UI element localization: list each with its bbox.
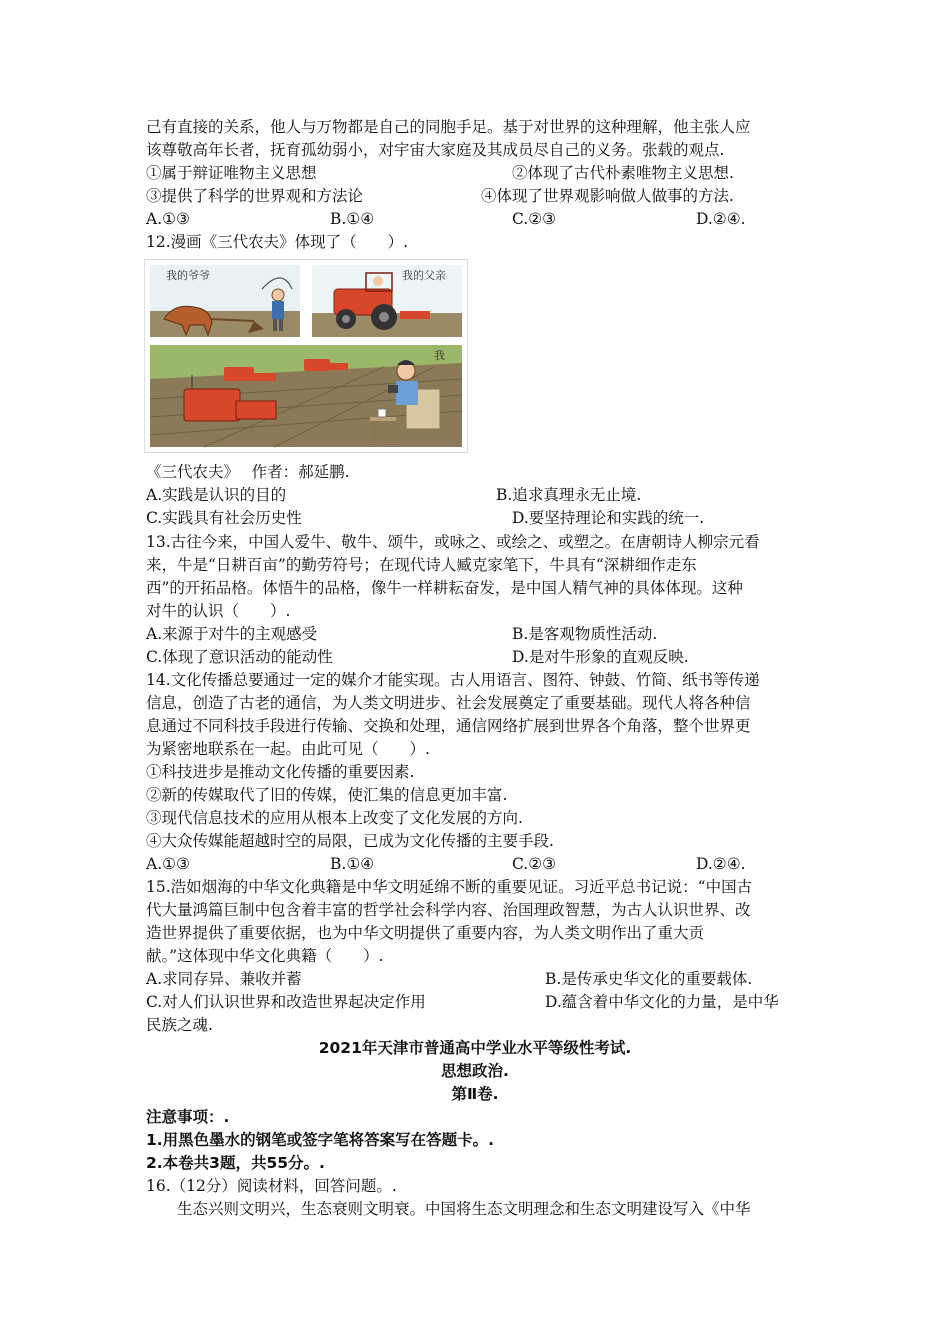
choice-c: C.②③	[512, 855, 557, 873]
text-line: 献。”这体现中华文化典籍（ ）.	[146, 947, 384, 965]
note-item: 2.本卷共3题，共55分。.	[146, 1154, 325, 1172]
choice-a: A.①③	[146, 210, 190, 228]
choice-b: B.①④	[330, 210, 375, 228]
choice-b: B.①④	[330, 855, 375, 873]
option-statement: ②体现了古代朴素唯物主义思想.	[512, 164, 734, 182]
question-stem: 16.（12分）阅读材料，回答问题。.	[146, 1177, 397, 1195]
label-me: 我	[434, 349, 445, 362]
question-stem: 12.漫画《三代农夫》体现了（ ）.	[146, 233, 409, 251]
option-statement: ③提供了科学的世界观和方法论	[146, 187, 364, 205]
subject-title: 思想政治.	[441, 1062, 509, 1080]
cartoon-three-generations-farmers	[144, 259, 468, 453]
choice-a: A.求同存异、兼收并蓄	[146, 970, 302, 988]
choice-d: D.是对牛形象的直观反映.	[512, 648, 689, 666]
text-line: 为紧密地联系在一起。由此可见（ ）.	[146, 740, 430, 758]
choice-c: C.②③	[512, 210, 557, 228]
text-line: 代大量鸿篇巨制中包含着丰富的哲学社会科学内容、治国理政智慧，为古人认识世界、改	[146, 901, 751, 919]
text-line: 来，牛是“日耕百亩”的勤劳符号；在现代诗人臧克家笔下，牛具有“深耕细作走东	[146, 556, 697, 574]
label-father: 我的父亲	[402, 269, 446, 282]
choice-c: C.对人们认识世界和改造世界起决定作用	[146, 993, 426, 1011]
notes-heading: 注意事项：.	[146, 1108, 230, 1126]
option-statement: ③现代信息技术的应用从根本上改变了文化发展的方向.	[146, 809, 523, 827]
label-grandpa: 我的爷爷	[166, 269, 210, 282]
text-line: 息通过不同科技手段进行传输、交换和处理，通信网络扩展到世界各个角落，整个世界更	[146, 717, 751, 735]
choice-a: A.来源于对牛的主观感受	[146, 625, 318, 643]
text-line: 信息，创造了古老的通信，为人类文明进步、社会发展奠定了重要基础。现代人将各种信	[146, 694, 751, 712]
text-line: 该尊敬高年长者，抚育孤幼弱小，对宇宙大家庭及其成员尽自己的义务。张载的观点.	[146, 141, 725, 159]
option-statement: ④体现了世界观影响做人做事的方法.	[481, 187, 734, 205]
image-caption: 《三代农夫》 作者：郝延鹏.	[146, 463, 350, 481]
question-stem: 13.古往今来，中国人爱牛、敬牛、颂牛，或咏之、或绘之、或塑之。在唐朝诗人柳宗元看	[146, 533, 760, 551]
note-item: 1.用黑色墨水的钢笔或签字笔将答案写在答题卡。.	[146, 1131, 495, 1149]
choice-b: B.是客观物质性活动.	[512, 625, 658, 643]
choice-d: D.②④.	[696, 855, 746, 873]
choice-c: C.体现了意识活动的能动性	[146, 648, 333, 666]
option-statement: ②新的传媒取代了旧的传媒，使汇集的信息更加丰富.	[146, 786, 508, 804]
text-line: 民族之魂.	[146, 1016, 213, 1034]
choice-b: B.是传承史华文化的重要载体.	[545, 970, 753, 988]
choice-a: A.实践是认识的目的	[146, 486, 287, 504]
option-statement: ④大众传媒能超越时空的局限，已成为文化传播的主要手段.	[146, 832, 554, 850]
section-title: 第Ⅱ卷.	[451, 1085, 499, 1103]
question-stem: 15.浩如烟海的中华文化典籍是中华文明延绵不断的重要见证。习近平总书记说：“中国古	[146, 878, 753, 896]
option-statement: ①属于辩证唯物主义思想	[146, 164, 317, 182]
option-statement: ①科技进步是推动文化传播的重要因素.	[146, 763, 415, 781]
text-line: 己有直接的关系，他人与万物都是自己的同胞手足。基于对世界的这种理解，他主张人应	[146, 118, 751, 136]
text-line: 西”的开拓品格。体悟牛的品格，像牛一样耕耘奋发，是中国人精气神的具体体现。这种	[146, 579, 743, 597]
text-line: 生态兴则文明兴，生态衰则文明衰。中国将生态文明理念和生态文明建设写入《中华	[146, 1200, 751, 1218]
choice-d: D.蕴含着中华文化的力量，是中华	[545, 993, 779, 1011]
choice-b: B.追求真理永无止境.	[496, 486, 642, 504]
choice-a: A.①③	[146, 855, 190, 873]
exam-title: 2021年天津市普通高中学业水平等级性考试.	[318, 1039, 632, 1057]
question-stem: 14.文化传播总要通过一定的媒介才能实现。古人用语言、图符、钟鼓、竹简、纸书等传递	[146, 671, 760, 689]
choice-c: C.实践具有社会历史性	[146, 509, 302, 527]
choice-d: D.要坚持理论和实践的统一.	[512, 509, 705, 527]
choice-d: D.②④.	[696, 210, 746, 228]
text-line: 对牛的认识（ ）.	[146, 602, 291, 620]
text-line: 造世界提供了重要依据，也为中华文明提供了重要内容，为人类文明作出了重大贡	[146, 924, 705, 942]
